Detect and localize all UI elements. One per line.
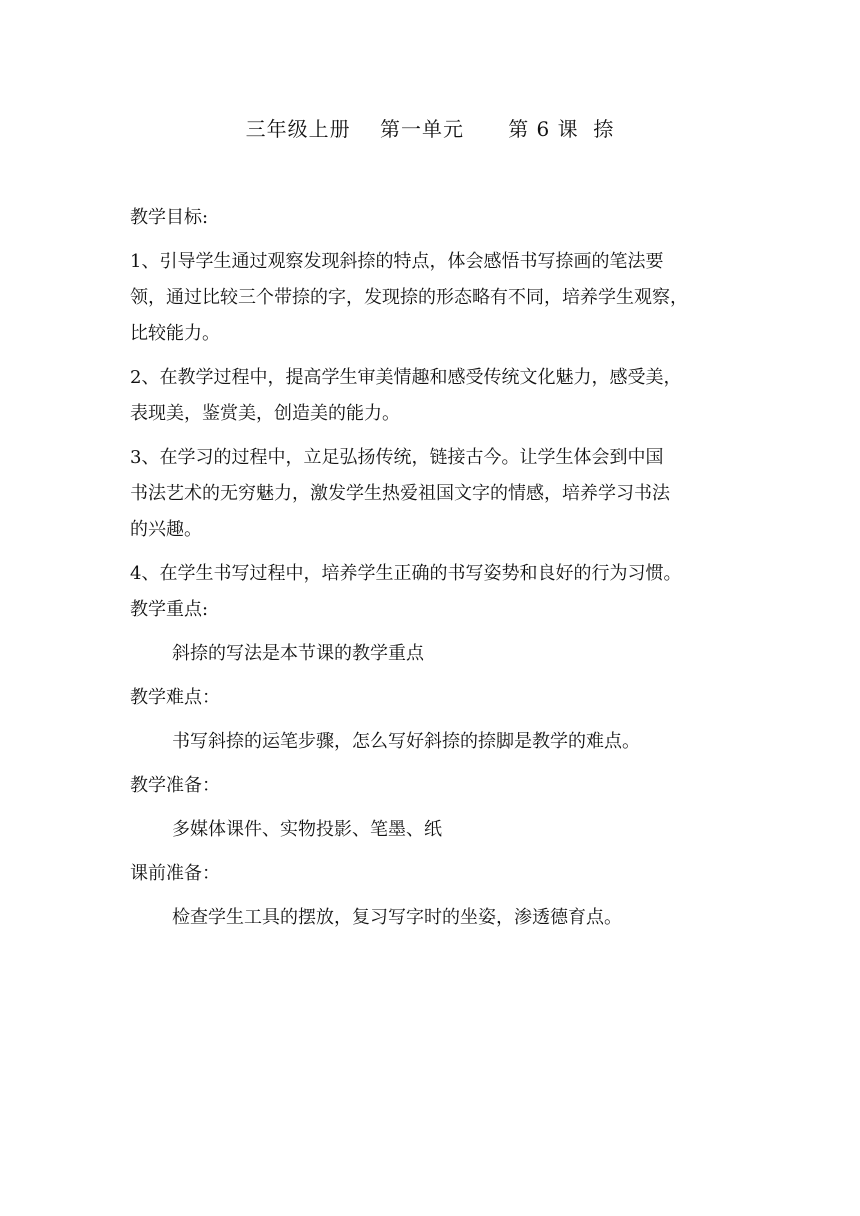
goal-item-1 [130, 244, 735, 352]
prep-text: 检查学生工具的摆放，复习写字时的坐姿，渗透德育点。 [172, 907, 622, 928]
document-body [130, 200, 735, 936]
prep-heading: 课前准备： [130, 863, 220, 884]
key-point-heading: 教学重点: [130, 599, 209, 620]
goal-item-4 [130, 556, 735, 592]
goal-1-line-1: 1、引导学生通过观察发现斜捺的特点，体会感悟书写捺画的笔法要 [130, 251, 664, 272]
goals-heading: 教学目标: [130, 207, 209, 228]
goal-1-line-3: 比较能力。 [130, 323, 220, 344]
goal-item-2 [130, 360, 735, 432]
materials-heading: 教学准备： [130, 775, 220, 796]
goal-2-line-2: 表现美，鉴赏美，创造美的能力。 [130, 403, 400, 424]
goal-4-line-1: 4、在学生书写过程中，培养学生正确的书写姿势和良好的行为习惯。 [130, 563, 682, 584]
goal-2-line-1: 2、在教学过程中，提高学生审美情趣和感受传统文化魅力，感受美， [130, 367, 682, 388]
goal-3-line-2: 书法艺术的无穷魅力，激发学生热爱祖国文字的情感，培养学习书法 [130, 483, 670, 504]
lesson-title: 三年级上册 第一单元 第 6 课 捺 [245, 117, 615, 141]
goal-3-line-3: 的兴趣。 [130, 519, 202, 540]
goal-1-line-2: 领，通过比较三个带捺的字，发现捺的形态略有不同，培养学生观察， [130, 287, 688, 308]
materials-text: 多媒体课件、实物投影、笔墨、纸 [172, 819, 442, 840]
difficulty-heading: 教学难点： [130, 687, 220, 708]
key-point-text: 斜捺的写法是本节课的教学重点 [172, 643, 424, 664]
goal-item-3 [130, 440, 735, 548]
goal-3-line-1: 3、在学习的过程中，立足弘扬传统，链接古今。让学生体会到中国 [130, 447, 664, 468]
difficulty-text: 书写斜捺的运笔步骤，怎么写好斜捺的捺脚是教学的难点。 [172, 731, 640, 752]
